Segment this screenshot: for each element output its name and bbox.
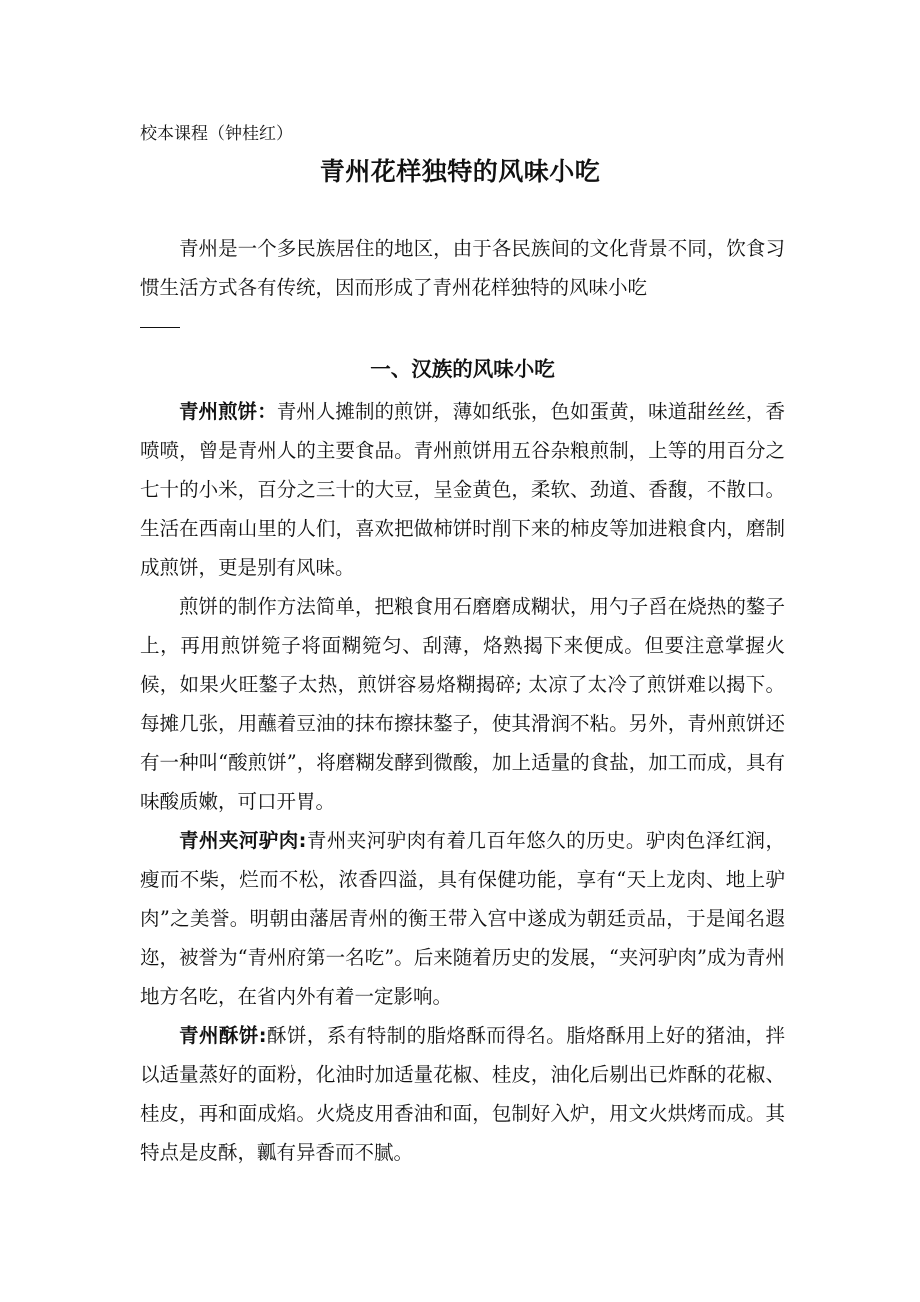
text-jianbing-method: 煎饼的制作方法简单，把粮食用石磨磨成糊状，用勺子舀在烧热的鏊子上，再用煎饼箢子将面糊箢匀、刮薄，烙熟揭下来便成。但要注意掌握火候，如果火旺鏊子太热，煎饼容易烙糊揭碎; 太凉了太冷了煎饼难以揭下。每摊几张，用蘸着豆油的抹布擦抹鏊子，使其滑润不粘。另外，青州煎饼还有一种叫“酸煎饼”，将磨糊发酵到微酸，加上适量的食盐，加工而成，具有味酸质嫩，可口开胃。	[140, 595, 785, 813]
course-note: 校本课程（钟桂红）	[140, 124, 293, 144]
paragraph-subing	[140, 1016, 785, 1172]
intro-dash	[140, 307, 785, 346]
paragraph-donkey-meat	[140, 821, 785, 1016]
paragraph-jianbing-method	[140, 587, 785, 821]
term-jianbing: 青州煎饼：	[179, 400, 277, 423]
text-jianbing: 青州人摊制的煎饼，薄如纸张，色如蛋黄，味道甜丝丝，香喷喷，曾是青州人的主要食品。青州煎饼用五谷杂粮煎制，上等的用百分之七十的小米，百分之三十的大豆，呈金黄色，柔软、劲道、香馥，不散口。生活在西南山里的人们，喜欢把做柿饼时削下来的柿皮等加进粮食内，磨制成煎饼，更是别有风味。	[140, 400, 785, 579]
text-subing: 酥饼，系有特制的脂烙酥而得名。脂烙酥用上好的猪油，拌以适量蒸好的面粉，化油时加适量花椒、桂皮，油化后剔出已炸酥的花椒、桂皮，再和面成焰。火烧皮用香油和面，包制好入炉，用文火烘烤而成。其特点是皮酥，瓤有异香而不腻。	[140, 1024, 785, 1164]
document-body	[140, 229, 785, 1172]
dash-rule	[140, 327, 180, 328]
document-title: 青州花样独特的风味小吃	[319, 157, 601, 186]
text-donkey-meat: 青州夹河驴肉有着几百年悠久的历史。驴肉色泽红润，瘦而不柴，烂而不松，浓香四溢，具有保健功能，享有“天上龙肉、地上驴肉”之美誉。明朝由藩居青州的衡王带入宫中遂成为朝廷贡品，于是闻名遐迩，被誉为“青州府第一名吃”。后来随着历史的发展，“夹河驴肉”成为青州地方名吃，在省内外有着一定影响。	[140, 829, 785, 1008]
intro-paragraph: 青州是一个多民族居住的地区，由于各民族间的文化背景不同，饮食习惯生活方式各有传统，因而形成了青州花样独特的风味小吃	[140, 237, 785, 299]
term-subing: 青州酥饼:	[179, 1024, 267, 1047]
paragraph-jianbing	[140, 392, 785, 587]
section-heading: 一、汉族的风味小吃	[370, 357, 555, 381]
term-donkey-meat: 青州夹河驴肉:	[179, 829, 307, 852]
